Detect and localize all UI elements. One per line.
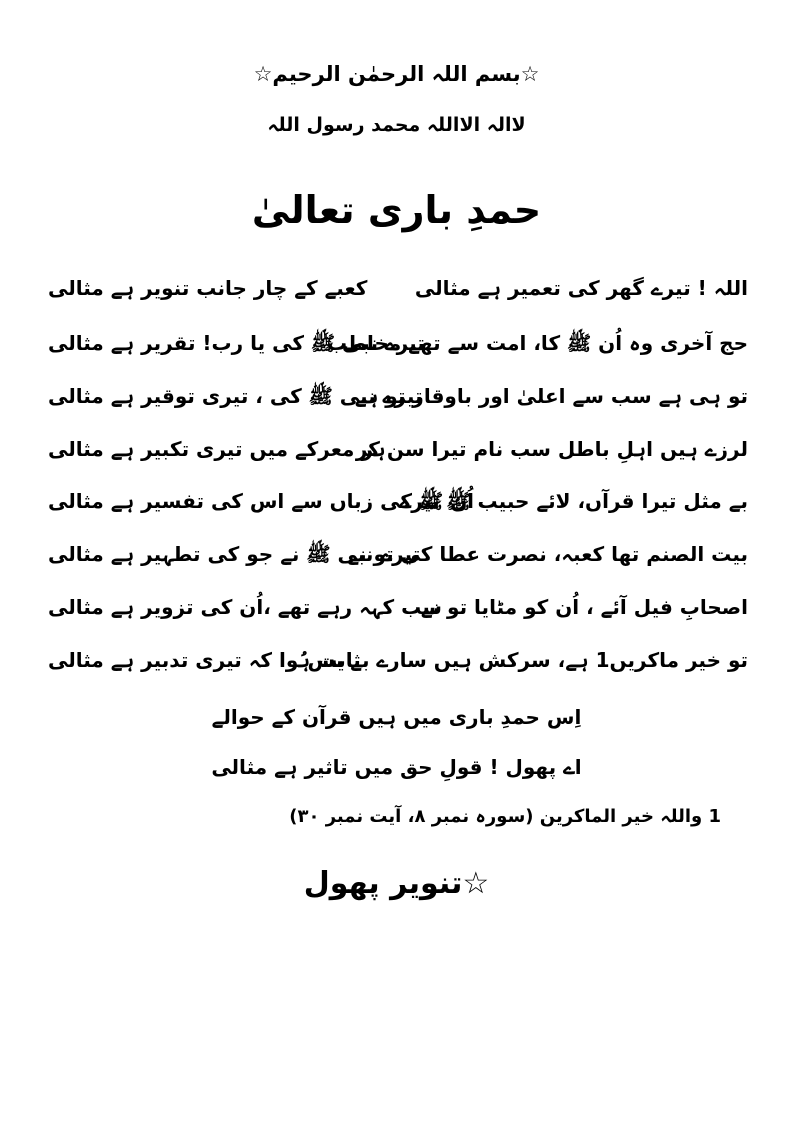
- verse-line: [48, 595, 748, 631]
- verse-second-half: کعبے کے چار جانب تنویر ہے مثالی: [48, 276, 368, 300]
- verse-line: [48, 384, 748, 420]
- verse-line: [48, 437, 748, 473]
- closing-line: اِس حمدِ باری میں ہیں قرآن کے حوالے: [211, 705, 582, 729]
- bismillah-heading: ☆بسم اللہ الرحمٰن الرحیم☆: [253, 62, 540, 86]
- verse-line: [48, 489, 748, 525]
- verse-first-half: لرزے ہیں اہلِ باطل سب نام تیرا سن کر: [355, 437, 748, 461]
- verse-line: [48, 542, 748, 578]
- closing-line: اے پھول ! قولِ حق میں تاثیر ہے مثالی: [211, 755, 582, 779]
- poet-signature: ☆تنویر پھول: [303, 866, 490, 901]
- verse-second-half: ثابت ہُوا کہ تیری تدبیر ہے مثالی: [48, 648, 361, 672]
- verse-line: [48, 648, 748, 684]
- verse-second-half: اُن ﷺ کی زباں سے اس کی تفسیر ہے مثالی: [48, 489, 475, 513]
- verse-first-half: بیت الصنم تھا کعبہ، نصرت عطا کی تو نے: [347, 542, 748, 566]
- quran-reference: 1 واللہ خیر الماکرین (سورہ نمبر ۸، آیت نمبر ۳۰): [289, 806, 721, 827]
- verse-line: [48, 331, 748, 367]
- verse-first-half: حج آخری وہ اُن ﷺ کا، امت سے تھے مخاطب: [326, 331, 748, 355]
- poem-title: حمدِ باری تعالیٰ: [251, 188, 542, 232]
- verse-first-half: تو خیر ماکریں1 ہے، سرکش ہیں سارے بے بس: [307, 648, 748, 672]
- verse-second-half: تیرے نبی ﷺ کی ، تیری توقیر ہے مثالی: [48, 384, 423, 408]
- verse-first-half: اصحابِ فیل آئے ، اُن کو مٹایا تو نے: [420, 595, 748, 619]
- verse-second-half: سب کہہ رہے تھے ،اُن کی تزویر ہے مثالی: [48, 595, 442, 619]
- kalima-line: لاالہ الااللہ محمد رسول اللہ: [267, 114, 526, 136]
- verse-first-half: اللہ ! تیرے گھر کی تعمیر ہے مثالی: [414, 276, 748, 300]
- verse-second-half: تیرے نبی ﷺ کی یا رب! تقریر ہے مثالی: [48, 331, 425, 355]
- verse-line: [48, 276, 748, 312]
- verse-first-half: تو ہی ہے سب سے اعلیٰ اور باوقار تو ہے: [354, 384, 748, 408]
- verse-second-half: تیرے نبی ﷺ نے جو کی تطہیر ہے مثالی: [48, 542, 421, 566]
- verse-first-half: بے مثل تیرا قرآں، لائے حبیب ﷺ تیرے: [399, 489, 748, 513]
- verse-second-half: ہر معرکے میں تیری تکبیر ہے مثالی: [48, 437, 386, 461]
